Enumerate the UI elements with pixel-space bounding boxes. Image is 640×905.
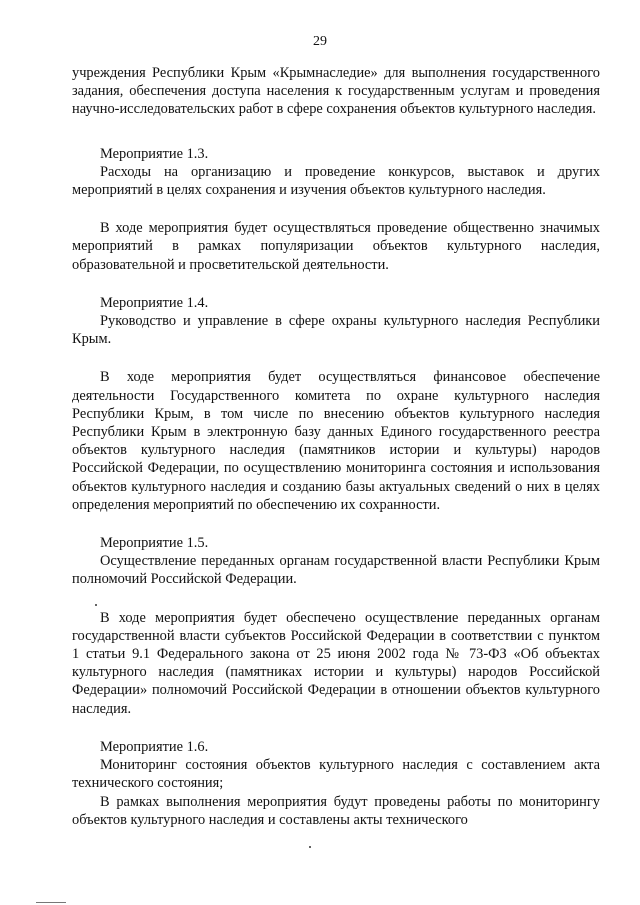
measure-description-1-5: В ходе мероприятия будет обеспечено осуществление переданных органам государственной власти субъектов Российской Федерации в соответствии с пунктом 1 статьи 9.1 Федерального закона от 25 июня 2002 года № 73-ФЗ «Об объектах культурного наследия (памятниках истории и культуры) народов Российской Федерации» полномочий Российской Федерации в отношении объектов культурного наследия.	[72, 609, 600, 717]
measure-title-1-4: Руководство и управление в сфере охраны культурного наследия Республики Крым.	[72, 313, 600, 348]
measure-description-1-4: В ходе мероприятия будет осуществляться финансовое обеспечение деятельности Государственного комитета по охране культурного наследия Республики Крым, в том числе по внесению объектов культурного наследия Республики Крым в электронную базу данных Единого государственного реестра объектов культурного наследия (памятников истории и культуры) народов Российской Федерации, по осуществлению мониторинга состояния и использования объектов культурного наследия и созданию базы актуальных сведений о них в целях определения мероприятий по обеспечению их сохранности.	[72, 369, 600, 513]
measure-heading-1-4: Мероприятие 1.4.	[100, 294, 209, 311]
scan-speck	[309, 846, 311, 848]
document-body	[72, 64, 600, 829]
measure-title-1-5: Осуществление переданных органам государственной власти Республики Крым полномочий Российской Федерации.	[72, 553, 600, 588]
page-number: 29	[313, 34, 327, 49]
measure-heading-1-3: Мероприятие 1.3.	[100, 145, 209, 162]
measure-heading-1-6: Мероприятие 1.6.	[100, 738, 209, 755]
measure-heading-1-5: Мероприятие 1.5.	[100, 535, 209, 552]
scan-edge-mark	[36, 902, 66, 903]
measure-description-1-6: В рамках выполнения мероприятия будут проведены работы по мониторингу объектов культурного наследия и составлены акты технического	[72, 793, 600, 828]
measure-title-1-3: Расходы на организацию и проведение конкурсов, выставок и других мероприятий в целях сохранения и изучения объектов культурного наследия.	[72, 163, 600, 199]
scan-speck	[95, 604, 97, 606]
measure-description-1-3: В ходе мероприятия будет осуществляться проведение общественно значимых мероприятий в рамках популяризации объектов культурного наследия, образовательной и просветительской деятельности.	[72, 220, 600, 273]
measure-title-1-6: Мониторинг состояния объектов культурного наследия с составлением акта технического состояния;	[72, 757, 600, 792]
paragraph-continuation: учреждения Республики Крым «Крымнаследие» для выполнения государственного задания, обеспечения доступа населения к государственным услугам и проведения научно-исследовательских работ в сфере сохранения объектов культурного наследия.	[72, 65, 600, 118]
